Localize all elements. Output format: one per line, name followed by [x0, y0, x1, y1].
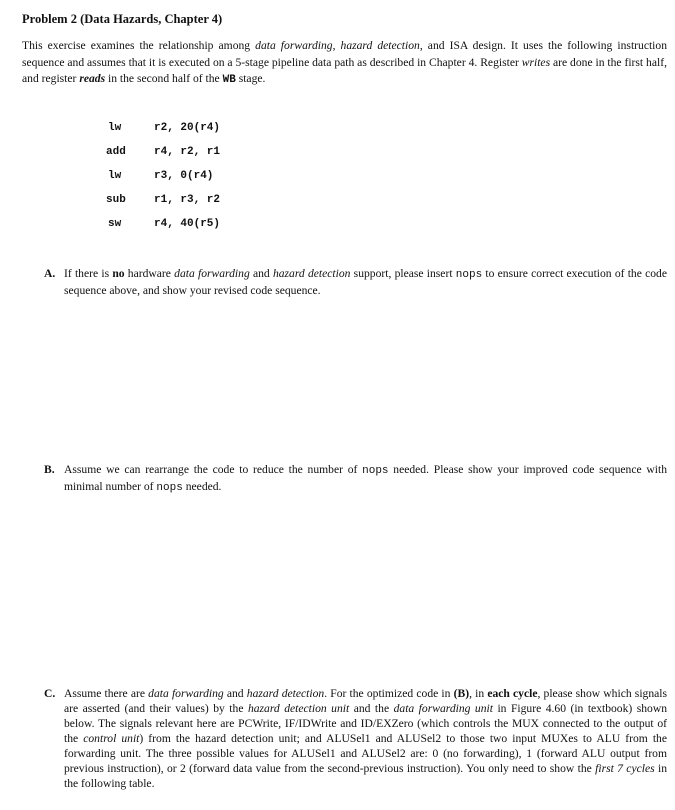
- question-b: [44, 462, 667, 496]
- code-opcode: lw: [108, 122, 122, 134]
- code-opcode: sw: [108, 218, 122, 230]
- problem-title: Problem 2 (Data Hazards, Chapter 4): [22, 12, 223, 26]
- code-operands: r2, 20(r4): [154, 122, 221, 134]
- question-label: B.: [44, 463, 55, 476]
- code-opcode: lw: [108, 170, 122, 182]
- code-opcode: sub: [106, 194, 126, 206]
- question-label: A.: [44, 267, 56, 280]
- question-text: If there is no hardware data forwarding and hazard detection support, please insert nops to ensure correct execution of the code sequence above, and show your revised code sequence.: [64, 267, 667, 297]
- code-opcode: add: [106, 146, 126, 158]
- question-text: Assume there are data forwarding and hazard detection. For the optimized code in (B), in each cycle, please show which signals are asserted (and their values) by the hazard detection unit and the data forwarding unit in Figure 4.60 (in textbook) shown below. The signals relevant here are PCWrite, IF/IDWrite and ID/EXZero (which controls the MUX connected to the output of the control unit) from the hazard detection unit; and ALUSel1 and ALUSel2 to those two input MUXes to ALU from the forwarding unit. The three possible values for ALUSel1 and ALUSel2 are: 0 (no forwarding), 1 (forward ALU output from previous instruction), or 2 (forward data value from the second-previous instruction). You only need to show the first 7 cycles in the following table.: [64, 687, 668, 790]
- code-operands: r1, r3, r2: [154, 194, 221, 206]
- code-operands: r4, 40(r5): [154, 218, 221, 230]
- code-operands: r3, 0(r4): [154, 170, 214, 182]
- intro-paragraph: This exercise examines the relationship among data forwarding, hazard detection, and ISA design. It uses the following instruction sequence and assumes that it is executed on a 5-stage pipeline data path as described in Chapter 4. Register writes are done in the first half, and register reads in the second half of the WB stage.: [22, 39, 668, 86]
- question-label: C.: [44, 687, 56, 700]
- question-a: [44, 266, 667, 298]
- question-c: [44, 686, 667, 791]
- code-operands: r4, r2, r1: [154, 146, 221, 158]
- question-text: Assume we can rearrange the code to reduce the number of nops needed. Please show your improved code sequence with minimal number of nops needed.: [64, 463, 667, 494]
